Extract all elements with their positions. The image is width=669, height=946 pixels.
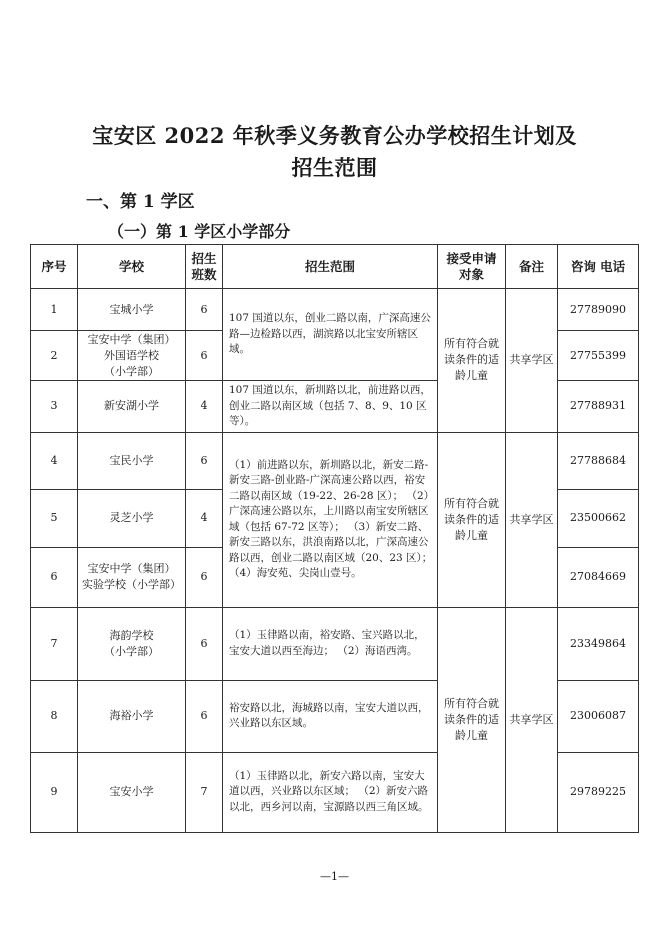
cell-phone: 27789090 (558, 289, 639, 331)
cell-scope: （1）玉律路以北，新安六路以南，宝安大道以西，兴业路以东区域； （2）新安六路以北，西乡河以南，宝源路以西三角区域。 (223, 752, 438, 832)
table-row (31, 289, 639, 331)
header-seq: 序号 (31, 245, 78, 289)
table-row (31, 432, 639, 489)
cell-classes: 7 (186, 752, 223, 832)
cell-school: 宝城小学 (78, 289, 186, 331)
cell-phone: 29789225 (558, 752, 639, 832)
cell-classes: 4 (186, 381, 223, 433)
cell-phone: 23349864 (558, 607, 639, 680)
cell-classes: 6 (186, 432, 223, 489)
header-remark: 备注 (506, 245, 558, 289)
cell-seq: 9 (31, 752, 78, 832)
enrollment-table (30, 244, 639, 833)
cell-remark: 共享学区 (506, 432, 558, 607)
cell-scope: （1）玉律路以南，裕安路、宝兴路以北，宝安大道以西至海边； （2）海语西湾。 (223, 607, 438, 680)
cell-phone: 27084669 (558, 547, 639, 607)
cell-classes: 6 (186, 547, 223, 607)
cell-remark: 共享学区 (506, 607, 558, 832)
cell-classes: 6 (186, 680, 223, 752)
cell-phone: 23500662 (558, 489, 639, 547)
cell-seq: 2 (31, 331, 78, 381)
header-school: 学校 (78, 245, 186, 289)
header-phone: 咨询 电话 (558, 245, 639, 289)
subsection-heading: （一）第 1 学区小学部分 (108, 222, 291, 241)
cell-classes: 6 (186, 289, 223, 331)
table-row (31, 607, 639, 680)
cell-seq: 4 (31, 432, 78, 489)
cell-scope: （1）前进路以东，新圳路以北，新安二路-新安三路-创业路-广深高速公路以西，裕安二路以南区域（19-22、26-28 区）； （2）广深高速公路以东，上川路以南宝安所辖区域（包括 67-72 区等）； （3）新安二路、新安三路以东，洪浪南路以北，广深高速公路以西，创业二路以南区域（20、23 区）； （4）海安苑、尖岗山壹号。 (223, 432, 438, 607)
cell-eligible: 所有符合就 读条件的适 龄儿童 (438, 607, 506, 832)
document-title-line-2: 招生范围 (291, 155, 378, 180)
cell-phone: 27788931 (558, 381, 639, 433)
cell-phone: 27755399 (558, 331, 639, 381)
cell-seq: 1 (31, 289, 78, 331)
cell-scope: 裕安路以北，海城路以南，宝安大道以西，兴业路以东区域。 (223, 680, 438, 752)
cell-scope: 107 国道以东，新圳路以北，前进路以西，创业二路以南区域（包括 7、8、9、10 区等）。 (223, 381, 438, 433)
cell-eligible: 所有符合就 读条件的适 龄儿童 (438, 289, 506, 433)
cell-seq: 8 (31, 680, 78, 752)
cell-scope: 107 国道以东，创业二路以南，广深高速公路—边检路以西，湖滨路以北宝安所辖区域。 (223, 289, 438, 381)
page-number: —1— (320, 870, 349, 883)
cell-school: 灵芝小学 (78, 489, 186, 547)
document-title-line-1: 宝安区 2022 年秋季义务教育公办学校招生计划及 (92, 123, 577, 148)
cell-phone: 27788684 (558, 432, 639, 489)
cell-seq: 3 (31, 381, 78, 433)
cell-school: 宝民小学 (78, 432, 186, 489)
cell-seq: 5 (31, 489, 78, 547)
cell-classes: 6 (186, 331, 223, 381)
cell-school: 新安湖小学 (78, 381, 186, 433)
cell-remark: 共享学区 (506, 289, 558, 433)
cell-seq: 7 (31, 607, 78, 680)
cell-school: 海裕小学 (78, 680, 186, 752)
cell-school: 宝安中学（集团） 实验学校（小学部） (78, 547, 186, 607)
table-header-row (31, 245, 639, 289)
section-heading: 一、第 1 学区 (86, 192, 195, 212)
cell-school: 宝安小学 (78, 752, 186, 832)
cell-school: 海韵学校 （小学部） (78, 607, 186, 680)
cell-classes: 6 (186, 607, 223, 680)
cell-phone: 23006087 (558, 680, 639, 752)
cell-seq: 6 (31, 547, 78, 607)
cell-classes: 4 (186, 489, 223, 547)
header-eligible: 接受申请 对象 (438, 245, 506, 289)
cell-eligible: 所有符合就 读条件的适 龄儿童 (438, 432, 506, 607)
header-scope: 招生范围 (223, 245, 438, 289)
cell-school: 宝安中学（集团） 外国语学校 （小学部） (78, 331, 186, 381)
header-classes: 招生 班数 (186, 245, 223, 289)
